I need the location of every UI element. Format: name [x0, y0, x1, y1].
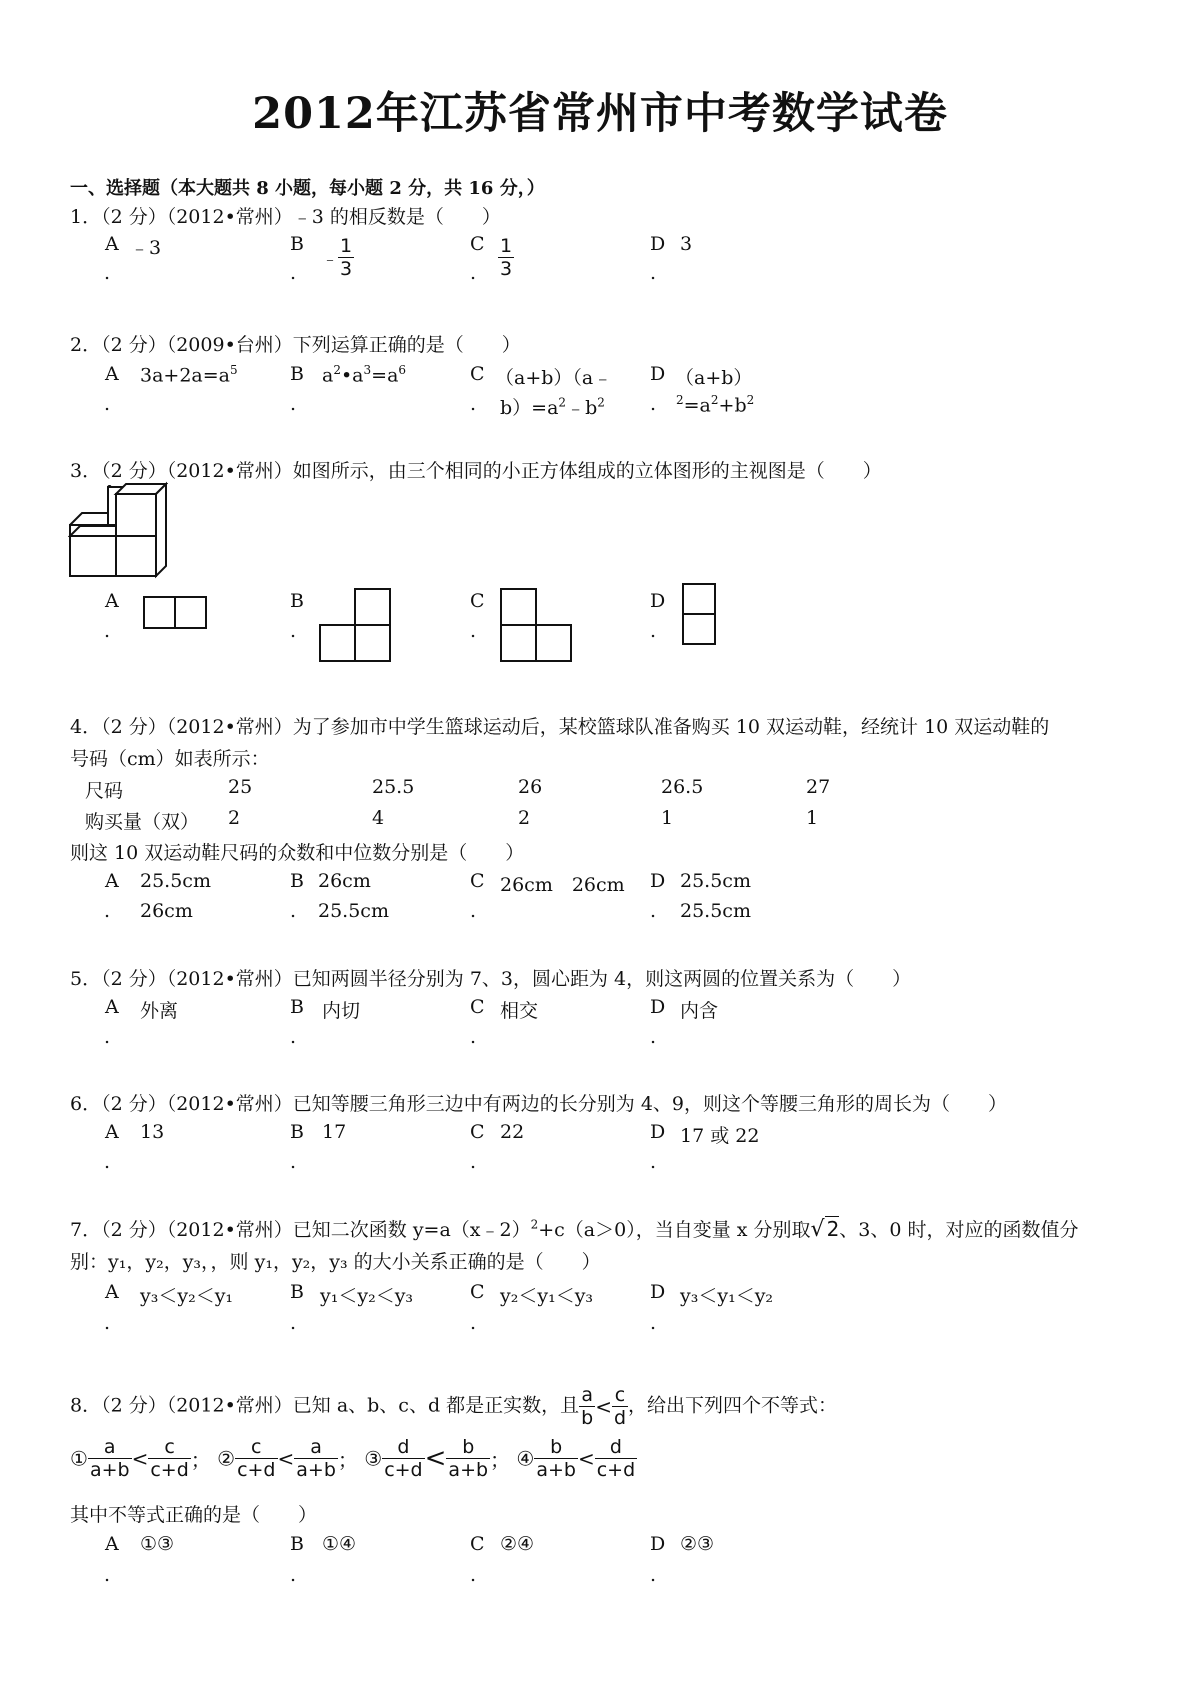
fraction-denominator: c+d: [237, 1459, 276, 1481]
table-cell: 2: [518, 807, 531, 829]
option-letter: A: [105, 363, 119, 385]
question-6-stem: 6．（2 分）（2012•常州）已知等腰三角形三边中有两边的长分别为 4、9，则这个等腰三角形的周长为（ ）: [70, 1093, 1007, 1115]
fraction-denominator: d: [613, 1407, 627, 1429]
option-text: 22: [500, 1121, 525, 1143]
option-letter: B: [290, 1121, 304, 1143]
option-letter: B: [290, 233, 304, 255]
option-letter: D: [650, 1281, 666, 1303]
expr: ﹣b: [566, 397, 598, 419]
option-letter: B: [290, 996, 304, 1018]
option-text: 相交: [500, 1000, 539, 1022]
circled-number: ①: [70, 1446, 88, 1471]
option-dot: .: [104, 620, 111, 642]
option-text: （a+b）: [675, 367, 753, 389]
option-dot: .: [470, 1151, 477, 1173]
option-dot: .: [290, 262, 297, 284]
sqrt-radicand: 2: [826, 1217, 840, 1241]
option-letter: D: [650, 233, 666, 255]
exponent: 3: [363, 363, 372, 377]
option-dot: .: [650, 262, 657, 284]
option-letter: B: [290, 870, 304, 892]
fraction-numerator: d: [595, 1436, 637, 1459]
fraction-denominator: 3: [500, 258, 513, 280]
question-8-stem: [70, 1384, 837, 1429]
option-fraction: [322, 235, 354, 280]
option-text-line2: [676, 393, 754, 416]
fraction-prefix: ﹣: [322, 249, 339, 268]
option-fraction: [498, 235, 514, 280]
option-letter: A: [105, 1533, 119, 1555]
expr: 3a+2a=a: [140, 364, 230, 387]
table-cell: 1: [661, 807, 674, 829]
fraction-numerator: b: [534, 1436, 578, 1459]
fraction-numerator: a: [88, 1436, 132, 1459]
option-letter: B: [290, 363, 304, 385]
sqrt-symbol: √ 2: [810, 1217, 840, 1242]
option-letter: A: [105, 1121, 119, 1143]
option-b-figure: [319, 588, 391, 663]
stem-text: 7．（2 分）（2012•常州）已知二次函数 y=a（x﹣2）: [70, 1219, 531, 1241]
option-d-figure: [682, 583, 717, 645]
fraction-numerator: 1: [340, 235, 353, 257]
inequality-3: [364, 1436, 511, 1481]
option-text: y₂＜y₁＜y₃: [500, 1285, 594, 1307]
less-than-symbol: <: [595, 1394, 612, 1419]
option-letter: C: [470, 870, 485, 892]
option-dot: .: [104, 1564, 111, 1586]
option-dot: .: [650, 1564, 657, 1586]
exponent: 2: [530, 1217, 539, 1232]
fraction-numerator: a: [294, 1436, 338, 1459]
option-c-figure: [500, 588, 572, 663]
section-heading: 一、选择题（本大题共 8 小题，每小题 2 分，共 16 分，）: [70, 178, 545, 199]
expr: =a: [683, 394, 711, 417]
question-2-stem: 2．（2 分）（2009•台州）下列运算正确的是（ ）: [70, 334, 521, 356]
option-letter: B: [290, 1281, 304, 1303]
inequality-2: [217, 1436, 358, 1481]
option-text: 25.5cm: [680, 870, 751, 892]
option-letter: D: [650, 590, 666, 612]
table-cell: 26.5: [661, 776, 704, 798]
option-text: ①③: [140, 1533, 175, 1555]
option-text-line2: 25.5cm: [680, 900, 751, 922]
option-letter: D: [650, 996, 666, 1018]
fraction-numerator: d: [382, 1436, 424, 1459]
option-letter: B: [290, 1533, 304, 1555]
stem-text: ，给出下列四个不等式：: [628, 1394, 838, 1417]
option-letter: C: [470, 1121, 485, 1143]
option-dot: .: [290, 620, 297, 642]
cube-solid-figure-main: [68, 480, 168, 580]
option-letter: A: [105, 870, 119, 892]
table-cell: 1: [806, 807, 819, 829]
fraction-numerator: 1: [500, 235, 513, 257]
option-dot: .: [104, 900, 111, 922]
option-dot: .: [650, 1151, 657, 1173]
option-dot: .: [104, 393, 111, 415]
option-text: 26cm 26cm: [500, 874, 625, 896]
question-3-stem: 3．（2 分）（2012•常州）如图所示，由三个相同的小正方体组成的立体图形的主视图是（ ）: [70, 460, 882, 482]
fraction-numerator: a: [579, 1384, 595, 1407]
option-letter: C: [470, 996, 485, 1018]
option-dot: .: [470, 393, 477, 415]
table-cell: 25: [228, 776, 253, 798]
option-text: y₃＜y₁＜y₂: [680, 1285, 774, 1307]
inequality-list: [70, 1436, 637, 1481]
less-than-symbol: <: [577, 1446, 595, 1471]
fraction-denominator: c+d: [150, 1459, 189, 1481]
inequality-1: [70, 1436, 211, 1481]
expr: =a: [371, 364, 399, 387]
option-dot: .: [290, 1312, 297, 1334]
question-5-stem: 5．（2 分）（2012•常州）已知两圆半径分别为 7、3，圆心距为 4，则这两圆的位置关系为（ ）: [70, 968, 912, 990]
stem-text: 8．（2 分）（2012•常州）已知 a、b、c、d 都是正实数，且: [70, 1394, 580, 1417]
option-dot: .: [290, 1151, 297, 1173]
option-letter: A: [105, 233, 119, 255]
less-than-symbol: <: [131, 1446, 149, 1471]
option-letter: A: [105, 1281, 119, 1303]
exponent: 2: [710, 393, 719, 407]
option-text: ②③: [680, 1533, 715, 1555]
question-4-stem-after: 则这 10 双运动鞋尺码的众数和中位数分别是（ ）: [70, 842, 525, 864]
option-dot: .: [470, 620, 477, 642]
expr: b）=a: [500, 397, 559, 419]
fraction-numerator: c: [235, 1436, 277, 1459]
option-dot: .: [290, 393, 297, 415]
exponent: 5: [230, 363, 238, 377]
fraction-denominator: a+b: [296, 1459, 336, 1481]
fraction-denominator: a+b: [536, 1459, 576, 1481]
table-cell: 4: [372, 807, 385, 829]
option-letter: C: [470, 1281, 485, 1303]
option-letter: B: [290, 590, 304, 612]
option-text: [140, 363, 238, 386]
table-cell: 27: [806, 776, 831, 798]
question-7-stem-line1: [70, 1215, 1079, 1242]
option-text: [322, 363, 406, 386]
option-text: ①④: [322, 1533, 357, 1555]
option-letter: D: [650, 870, 666, 892]
circled-number: ④: [516, 1446, 535, 1471]
option-dot: .: [650, 1026, 657, 1048]
option-dot: .: [290, 1026, 297, 1048]
option-text: 17: [322, 1121, 347, 1143]
stem-text: +c（a＞0），当自变量 x 分别取: [538, 1219, 811, 1241]
option-text-line2: 25.5cm: [318, 900, 389, 922]
option-text: 26cm: [318, 870, 371, 892]
exponent: 2: [746, 393, 755, 407]
option-dot: .: [470, 1026, 477, 1048]
option-dot: .: [470, 1564, 477, 1586]
option-text-line2: [500, 393, 605, 420]
condition-fraction-right: [612, 1384, 628, 1429]
option-dot: .: [104, 1312, 111, 1334]
option-text: y₃＜y₂＜y₁: [140, 1285, 234, 1307]
page-title: 2012年江苏省常州市中考数学试卷: [252, 89, 948, 139]
option-letter: D: [650, 1121, 666, 1143]
table-cell: 26: [518, 776, 543, 798]
table-cell: 25.5: [372, 776, 415, 798]
option-letter: C: [470, 363, 485, 385]
option-text: 3: [680, 233, 693, 255]
option-text: y₁＜y₂＜y₃: [320, 1285, 414, 1307]
fraction-denominator: b: [581, 1407, 594, 1429]
option-text-line2: 26cm: [140, 900, 193, 922]
option-dot: .: [650, 393, 657, 415]
option-letter: C: [470, 590, 485, 612]
option-dot: .: [104, 262, 111, 284]
option-text: 外离: [140, 1000, 179, 1022]
less-than-symbol: <: [277, 1446, 295, 1471]
option-text: ﹣3: [130, 237, 162, 259]
option-text: 内切: [322, 1000, 361, 1022]
question-8-stem-after: 其中不等式正确的是（ ）: [70, 1504, 318, 1526]
option-text: 25.5cm: [140, 870, 211, 892]
option-letter: C: [470, 1533, 485, 1555]
question-4-stem-line2: 号码（cm）如表所示：: [70, 748, 270, 770]
option-dot: .: [470, 262, 477, 284]
inequality-4: [516, 1436, 637, 1481]
question-7-stem-line2: 别：y₁，y₂，y₃，，则 y₁，y₂，y₃ 的大小关系正确的是（ ）: [70, 1251, 601, 1273]
circled-number: ②: [217, 1446, 236, 1471]
option-dot: .: [470, 1312, 477, 1334]
option-letter: D: [650, 1533, 666, 1555]
option-dot: .: [650, 1312, 657, 1334]
option-dot: .: [470, 900, 477, 922]
fraction-numerator: c: [612, 1384, 628, 1407]
separator: ；: [490, 1448, 511, 1472]
option-letter: D: [650, 363, 666, 385]
option-dot: .: [104, 1026, 111, 1048]
exponent: 2: [558, 395, 567, 410]
option-letter: C: [470, 233, 485, 255]
separator: ；: [190, 1448, 211, 1472]
exponent: 2: [333, 363, 341, 377]
fraction-denominator: 3: [340, 258, 353, 280]
option-dot: .: [290, 1564, 297, 1586]
fraction-denominator: c+d: [384, 1459, 423, 1481]
option-text: 13: [140, 1121, 165, 1143]
separator: ；: [337, 1448, 358, 1472]
option-letter: A: [105, 996, 119, 1018]
stem-text: 、3、0 时，对应的函数值分: [839, 1219, 1079, 1241]
option-text: 17 或 22: [680, 1125, 760, 1147]
option-text: 内含: [680, 1000, 719, 1022]
option-text: （a+b）（a﹣: [495, 367, 613, 389]
fraction-denominator: a+b: [89, 1459, 130, 1481]
option-dot: .: [650, 900, 657, 922]
exponent: 2: [676, 393, 684, 407]
table-cell: 购买量（双）: [85, 811, 200, 833]
option-letter: A: [105, 590, 119, 612]
expr: •a: [340, 364, 364, 387]
exponent: 2: [597, 395, 605, 410]
fraction-denominator: a+b: [448, 1459, 489, 1481]
question-1-stem: 1．（2 分）（2012•常州）﹣3 的相反数是（ ）: [70, 206, 501, 228]
table-cell: 尺码: [85, 780, 124, 802]
condition-fraction-left: [579, 1384, 595, 1429]
expr: a: [322, 364, 334, 387]
expr: +b: [718, 394, 747, 417]
fraction-numerator: c: [148, 1436, 190, 1459]
question-4-stem-line1: 4．（2 分）（2012•常州）为了参加市中学生篮球运动后，某校篮球队准备购买 10 双运动鞋，经统计 10 双运动鞋的: [70, 716, 1050, 738]
less-than-symbol: <: [424, 1443, 447, 1474]
option-text: ②④: [500, 1533, 535, 1555]
fraction-denominator: c+d: [596, 1459, 636, 1481]
circled-number: ③: [364, 1446, 383, 1471]
table-cell: 2: [228, 807, 241, 829]
option-dot: .: [650, 620, 657, 642]
exponent: 6: [398, 363, 407, 377]
option-dot: .: [290, 900, 297, 922]
option-a-figure: [143, 596, 207, 629]
option-dot: .: [104, 1151, 111, 1173]
fraction-numerator: b: [446, 1436, 490, 1459]
